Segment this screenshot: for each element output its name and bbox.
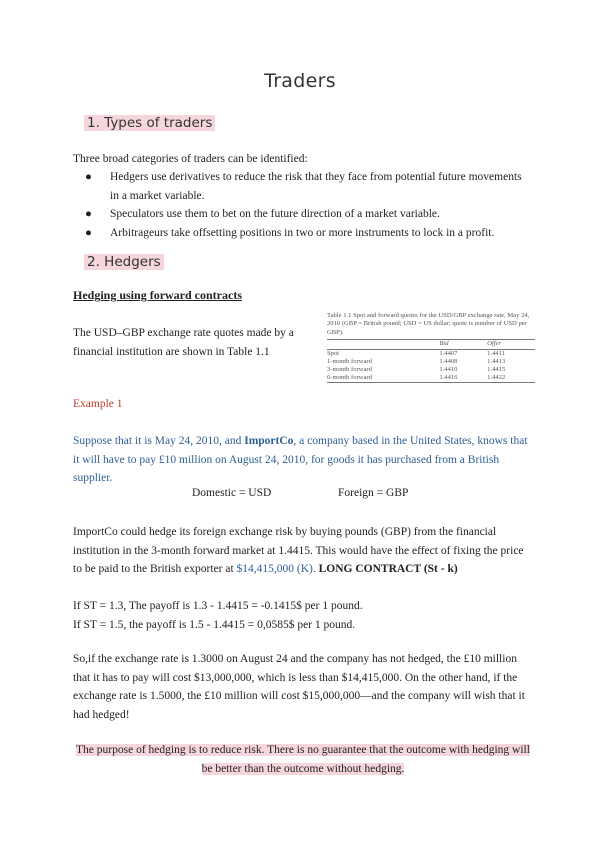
table-cell: 1.4410 [439,366,458,374]
section-heading-hedgers-text: 2. Hedgers [84,254,164,270]
foreign-currency: Foreign = GBP [338,487,409,499]
bullet-icon: ● [85,208,92,221]
company-name: ImportCo [244,435,294,447]
payoff-line: If ST = 1.3, The payoff is 1.3 - 1.4415 = -0.1415$ per 1 pound. [73,600,363,612]
table-header: Bid [439,340,487,349]
table-cell: 1.4415 [487,366,506,374]
bullet-icon: ● [85,171,92,183]
table-cell: 3-month forward [327,366,372,374]
example-text-part: , a company based in the United States, knows that it will have to pay £10 million on August 24, 2010, for goods it has purchased from a British supplier. [73,435,528,485]
list-item-text: Hedgers use derivatives to reduce the risk that they face from potential future movements in a market variable. [110,171,522,202]
table-cell: 6-month forward [327,374,439,383]
table-header [327,340,439,349]
table-header: Offer [487,340,535,349]
table-cell: Spot [327,349,340,357]
page-title: Traders [264,70,336,92]
list-item-text: Speculators use them to bet on the future direction of a market variable. [110,208,440,221]
list-item [73,168,533,205]
quote-table [327,340,535,383]
intro-text: Three broad categories of traders can be identified: [73,153,308,165]
forward-amount: $14,415,000 (K). [236,563,316,576]
quote-table-figure [327,312,535,383]
table-row [327,366,535,374]
list-item [73,224,533,243]
list-item [73,205,533,224]
subheading-forward-contracts: Hedging using forward contracts [73,288,242,302]
payoff-lines [73,597,535,634]
outcome-text: So,if the exchange rate is 1.3000 on August 24 and the company has not hedged, the £10 million that it has to pay will cost $13,000,000, which is less than $14,415,000. On the other hand, if the exchange rate is 1.5000, the £10 million will cost $15,000,000—and the company will wish that it had hedged! [73,653,525,721]
domestic-currency: Domestic = USD [192,487,272,499]
hedge-text [73,523,535,579]
table-row [327,374,535,383]
table-cell: 1.4407 [439,349,458,357]
table-row [327,349,535,358]
list-item-text: Arbitrageurs take offsetting positions in two or more instruments to lock in a profit. [110,226,495,239]
table-header-row [327,340,535,349]
table-cell: 1.4413 [487,357,506,365]
table-caption: Table 1.1 Spot and forward quotes for the USD/GBP exchange rate, May 24, 2010 (GBP = British pound; USD = US dollar; quote is number of USD per GBP). [327,312,535,340]
section-heading-types-text: 1. Types of traders [84,115,215,131]
example-text-part: Suppose that it is May 24, 2010, and [73,435,245,447]
bullet-icon: ● [85,226,92,239]
section-heading-hedgers [84,254,164,270]
purpose-callout [73,741,533,778]
table-cell: 1.4422 [487,374,535,383]
section-heading-types [84,115,215,131]
rate-quote-text: The USD–GBP exchange rate quotes made by a financial institution are shown in Table 1.1 [73,327,294,358]
table-cell: 1.4416 [439,374,487,383]
example-label: Example 1 [73,398,123,410]
example-text [73,432,535,488]
table-cell: 1-month forward [327,357,372,365]
purpose-text: The purpose of hedging is to reduce risk. There is no guarantee that the outcome with hedging will be better than the outcome without hedging. [76,744,530,775]
trader-types-list [73,168,533,242]
table-row [327,358,535,366]
long-contract-label: LONG CONTRACT (St - k) [318,563,458,576]
table-cell: 1.4408 [439,357,458,365]
hedge-text-part: ImportCo could hedge its foreign exchange risk by buying pounds (GBP) from the financial institution in the 3-month forward market at 1.4415. This would have the effect of fixing the price to be paid to the British exporter at [73,526,524,576]
payoff-line: If ST = 1.5, the payoff is 1.5 - 1.4415 = 0,0585$ per 1 pound. [73,618,356,631]
table-cell: 1.4411 [487,349,506,357]
